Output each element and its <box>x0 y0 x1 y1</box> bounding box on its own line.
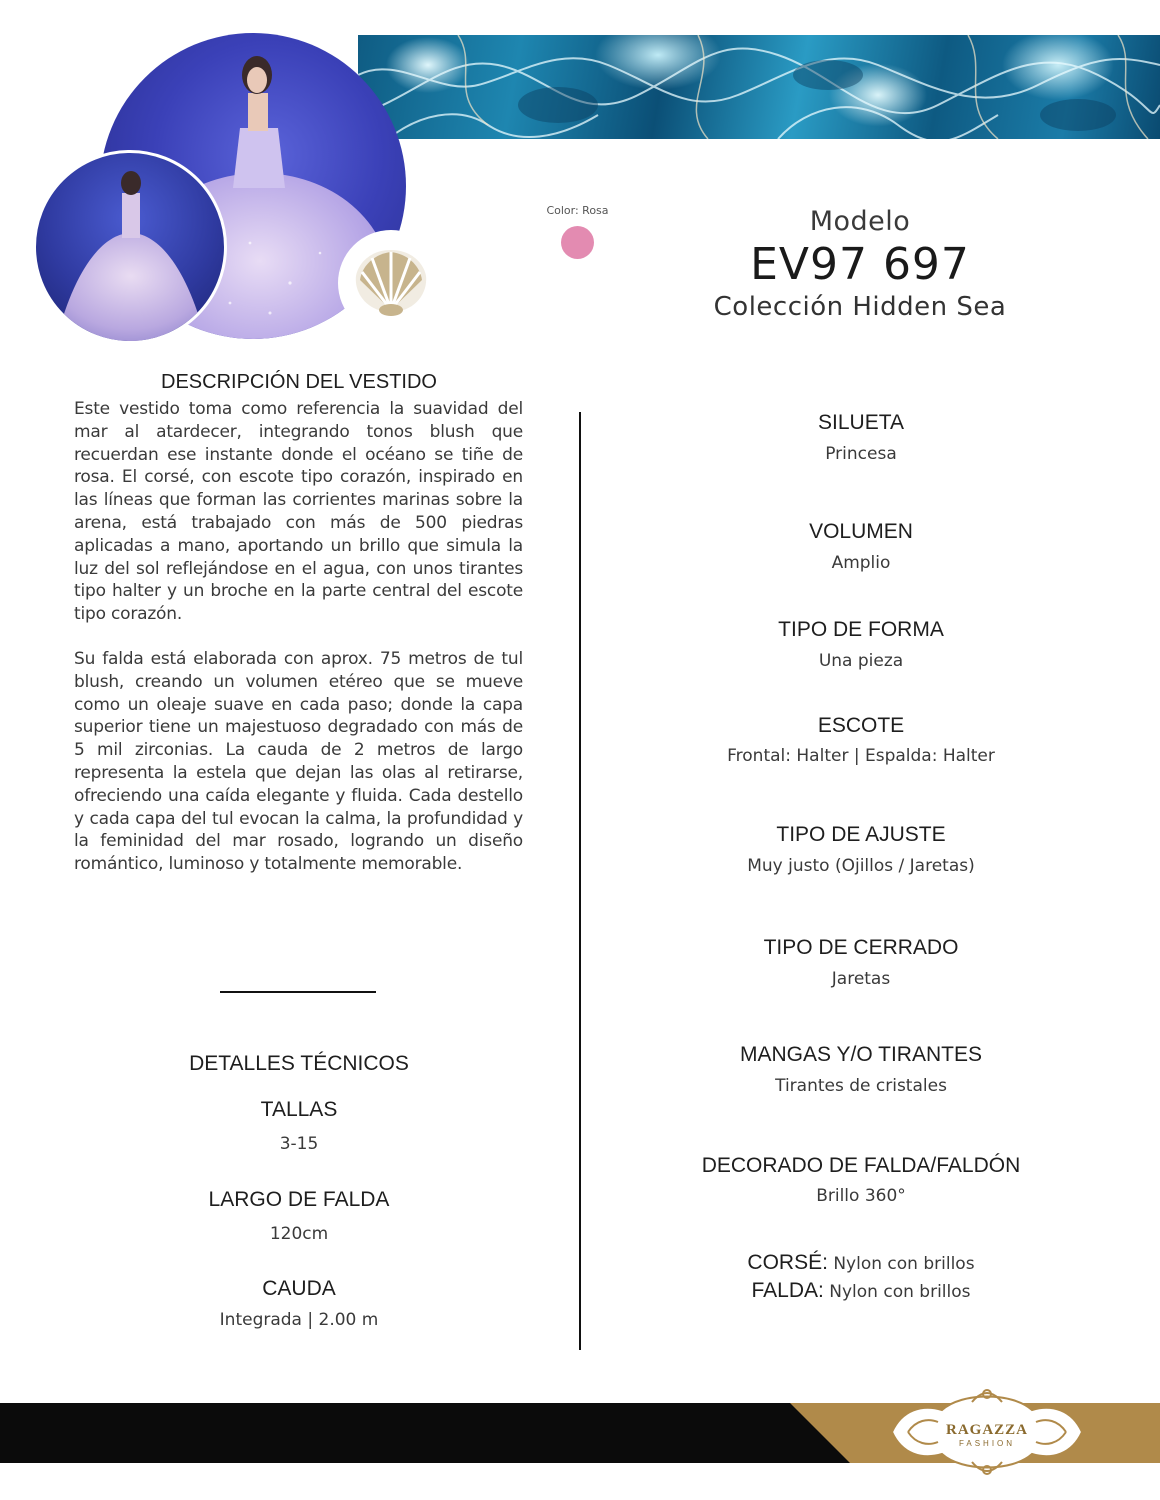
spec-value: Muy justo (Ojillos / Jaretas) <box>747 856 975 876</box>
technical-details-title: DETALLES TÉCNICOS <box>189 1052 409 1075</box>
material-value: Nylon con brillos <box>833 1254 975 1274</box>
material-row <box>640 1251 1082 1275</box>
color-label: Color: Rosa <box>546 204 609 217</box>
sea-banner-image <box>358 35 1160 139</box>
description-title: DESCRIPCIÓN DEL VESTIDO <box>161 371 437 393</box>
divider <box>220 991 376 993</box>
spec-value: Brillo 360° <box>816 1186 906 1206</box>
model-label: Modelo <box>809 206 911 237</box>
brand-tagline: FASHION <box>958 1439 1016 1448</box>
material-label: FALDA: <box>751 1279 824 1302</box>
spec-label: MANGAS Y/O TIRANTES <box>740 1043 982 1066</box>
spec-label: TIPO DE AJUSTE <box>776 823 946 846</box>
spec-value: Integrada | 2.00 m <box>219 1310 379 1330</box>
material-row <box>640 1279 1082 1303</box>
description-paragraph: Su falda está elaborada con aprox. 75 metros de tul blush, creando un volumen etéreo que se mueve como un oleaje suave en cada paso; donde la capa superior tiene un majestuoso degradado con más de 5 mil zirconias. La cauda de 2 metros de largo representa la estela que dejan las olas al retirarse, ofreciendo una caída elegante y fluida. Cada destello y cada capa del tul evocan la calma, la profundidad y la feminidad del mar rosado, logrando un diseño romántico, luminoso y totalmente memorable. <box>74 649 523 875</box>
model-header <box>690 205 1030 323</box>
spec-label: LARGO DE FALDA <box>208 1188 390 1211</box>
description-paragraph: Este vestido toma como referencia la suavidad del mar al atardecer, integrando tonos blush que recuerdan ese instante donde el océano se tiñe de rosa. El corsé, con escote tipo corazón, inspirado en las líneas que forman las corrientes marinas sobre la arena, está trabajado con más de 500 piedras aplicadas a mano, aportando un brillo que simula la luz del sol reflejándose en el agua, con unos tirantes tipo halter y un broche en la parte central del escote tipo corazón. <box>74 399 523 625</box>
model-code: EV97 697 <box>750 239 970 290</box>
spec-value: Amplio <box>831 553 891 573</box>
collection-name: Colección Hidden Sea <box>713 292 1007 322</box>
spec-value: Frontal: Halter | Espalda: Halter <box>727 746 995 766</box>
shell-icon <box>338 230 444 336</box>
spec-label: ESCOTE <box>817 714 905 737</box>
dress-photo-back <box>33 150 227 344</box>
spec-label: TIPO DE CERRADO <box>763 936 959 959</box>
spec-label: DECORADO DE FALDA/FALDÓN <box>701 1154 1021 1177</box>
spec-value: Una pieza <box>818 651 904 671</box>
material-value: Nylon con brillos <box>829 1282 971 1302</box>
spec-label: TALLAS <box>260 1098 338 1121</box>
material-label: CORSÉ: <box>747 1251 828 1274</box>
spec-value: 120cm <box>269 1224 329 1244</box>
spec-value: Princesa <box>825 444 897 464</box>
spec-label: TIPO DE FORMA <box>778 618 944 641</box>
color-swatch <box>561 226 594 259</box>
spec-label: CAUDA <box>262 1277 336 1300</box>
spec-value: Tirantes de cristales <box>775 1076 947 1096</box>
brand-name: RAGAZZA <box>945 1422 1029 1438</box>
spec-label: SILUETA <box>818 411 904 434</box>
vertical-divider <box>579 412 581 1350</box>
spec-label: VOLUMEN <box>809 520 913 543</box>
brand-logo <box>872 1380 1102 1484</box>
spec-value: Jaretas <box>831 969 891 989</box>
spec-value: 3-15 <box>279 1134 319 1154</box>
